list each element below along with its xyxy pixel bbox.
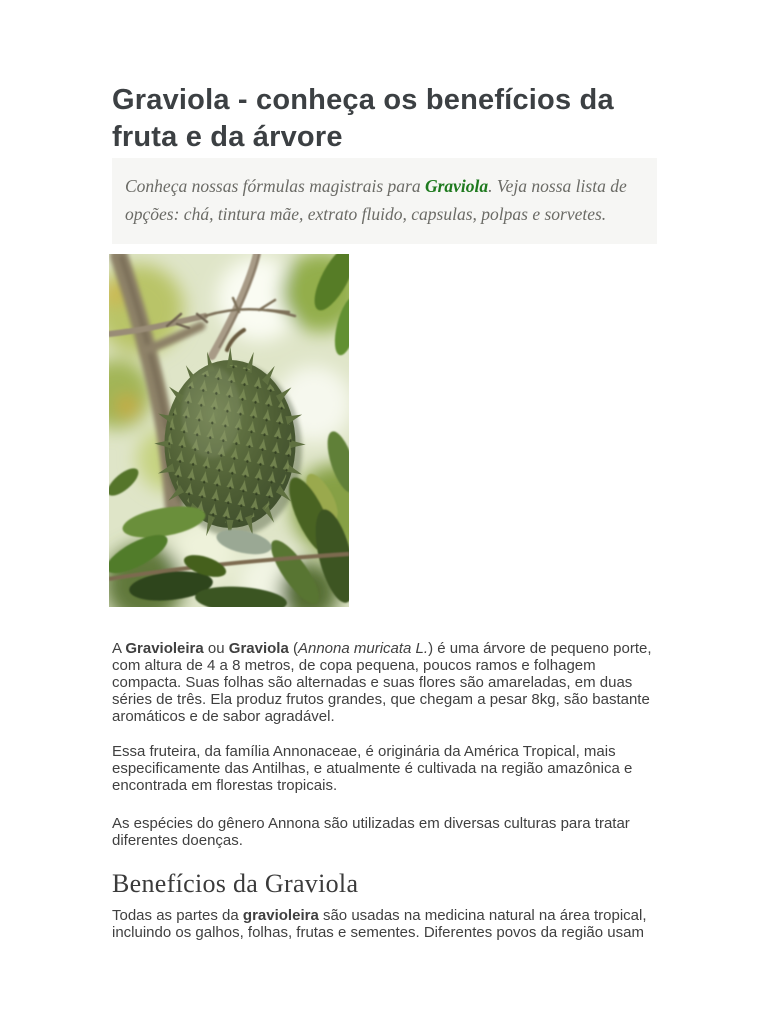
p4-seg2: são usadas na medicina natural na área tropical, incluindo os galhos, folhas, frutas e sementes. Diferentes povos da região usam [112,907,647,941]
intro-text-after: . Veja nossa lista de opções: chá, tintura mãe, extrato fluido, capsulas, polpas e sorvetes. [125,176,627,224]
paragraph-benefits [112,907,660,941]
section-heading-beneficios: Benefícios da Graviola [112,869,359,898]
p1-seg0: A [112,640,126,657]
graviola-photo-image [109,254,349,607]
graviola-photo [109,254,349,607]
paragraph-description [112,640,660,725]
graviola-link[interactable]: Graviola [424,176,489,196]
intro-text-before: Conheça nossas fórmulas magistrais para [125,176,425,196]
article-page [112,0,657,941]
p1-gravioleira-bold: Gravioleira [125,640,204,657]
p1-seg4: ( [288,640,298,657]
p1-species-italic: Annona muricata L. [297,640,429,657]
paragraph-origin: Essa fruteira, da família Annonaceae, é originária da América Tropical, mais especificamente das Antilhas, e atualmente é cultivada na região amazônica e encontrada em florestas tropicais. [112,743,633,794]
p1-seg6: ) é uma árvore de pequeno porte, com altura de 4 a 8 metros, de copa pequena, poucos ramos e folhagem compacta. Suas folhas são alternadas e suas flores são amareladas, em duas séries de três. Ela produz frutos grandes, que chegam a pesar 8kg, são bastante aromáticos e de sabor agradável. [112,640,652,725]
intro-callout [112,158,657,244]
paragraph-species: As espécies do gênero Annona são utilizadas em diversas culturas para tratar diferentes doenças. [112,815,630,849]
p1-seg2: ou [203,640,229,657]
p4-seg0: Todas as partes da [112,907,243,924]
article-title: Graviola - conheça os benefícios da fruta e da árvore [112,84,614,153]
p1-graviola-bold: Graviola [228,640,289,657]
p4-gravioleira-bold: gravioleira [242,907,319,924]
intro-text [125,172,643,228]
